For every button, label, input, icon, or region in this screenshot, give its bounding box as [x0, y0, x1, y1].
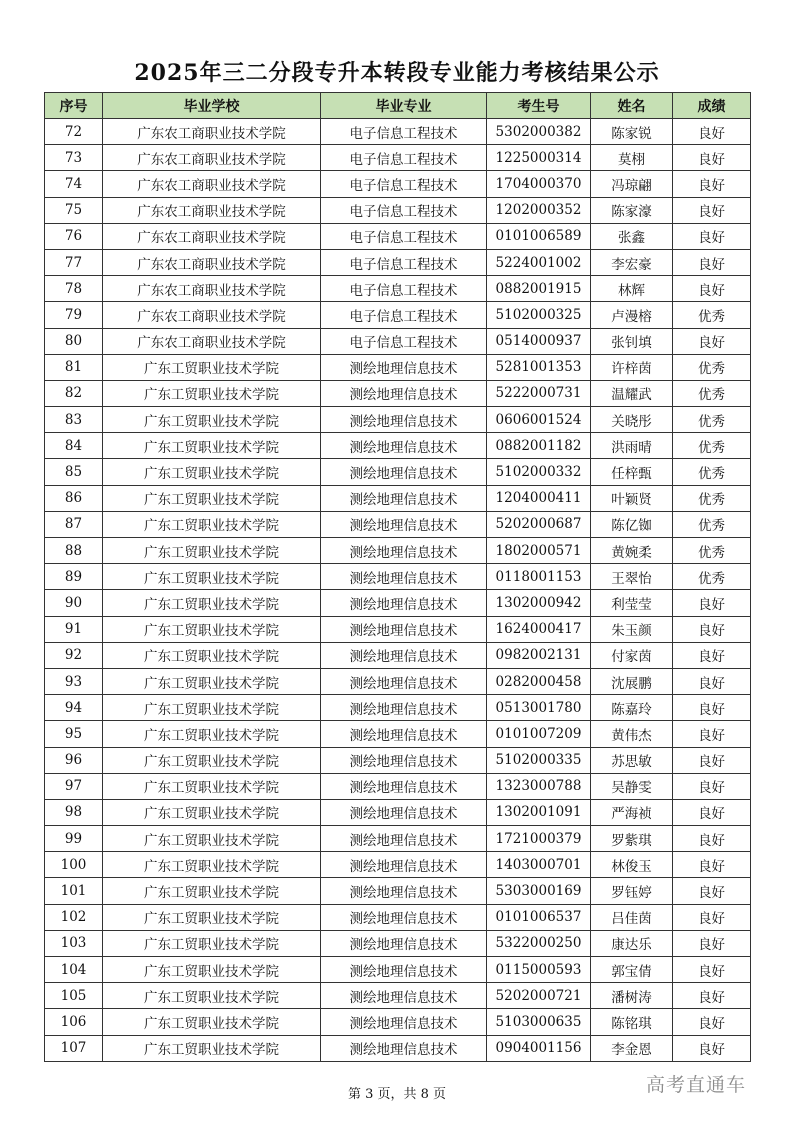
cell-name: 李金恩	[591, 1035, 673, 1061]
page-title: 2025年三二分段专升本转段专业能力考核结果公示	[134, 60, 660, 86]
cell-exam-no: 5322000250	[487, 930, 591, 956]
cell-name: 王翠怡	[591, 564, 673, 590]
cell-name: 黄婉柔	[591, 538, 673, 564]
cell-major: 测绘地理信息技术	[321, 983, 487, 1009]
cell-school: 广东工贸职业技术学院	[103, 668, 321, 694]
cell-major: 测绘地理信息技术	[321, 1035, 487, 1061]
cell-name: 付家茵	[591, 642, 673, 668]
cell-school: 广东农工商职业技术学院	[103, 171, 321, 197]
cell-major: 测绘地理信息技术	[321, 904, 487, 930]
cell-name: 利莹莹	[591, 590, 673, 616]
cell-major: 测绘地理信息技术	[321, 590, 487, 616]
cell-seq: 104	[45, 957, 103, 983]
table-row	[45, 223, 751, 249]
cell-major: 测绘地理信息技术	[321, 668, 487, 694]
cell-major: 测绘地理信息技术	[321, 1009, 487, 1035]
header-exam-no: 考生号	[487, 93, 591, 119]
cell-name: 冯琼翩	[591, 171, 673, 197]
header-grade: 成绩	[673, 93, 751, 119]
table-row	[45, 249, 751, 275]
cell-seq: 73	[45, 145, 103, 171]
cell-name: 沈展鹏	[591, 668, 673, 694]
cell-seq: 83	[45, 407, 103, 433]
table-row	[45, 433, 751, 459]
table-row	[45, 276, 751, 302]
cell-major: 测绘地理信息技术	[321, 354, 487, 380]
cell-exam-no: 0606001524	[487, 407, 591, 433]
table-row	[45, 904, 751, 930]
cell-school: 广东工贸职业技术学院	[103, 695, 321, 721]
cell-seq: 91	[45, 616, 103, 642]
cell-name: 陈亿铷	[591, 511, 673, 537]
cell-major: 测绘地理信息技术	[321, 459, 487, 485]
cell-grade: 良好	[673, 249, 751, 275]
table-row	[45, 407, 751, 433]
cell-school: 广东工贸职业技术学院	[103, 799, 321, 825]
cell-seq: 80	[45, 328, 103, 354]
cell-seq: 88	[45, 538, 103, 564]
cell-exam-no: 1704000370	[487, 171, 591, 197]
cell-exam-no: 0101006537	[487, 904, 591, 930]
cell-school: 广东工贸职业技术学院	[103, 485, 321, 511]
cell-seq: 75	[45, 197, 103, 223]
cell-seq: 89	[45, 564, 103, 590]
cell-major: 测绘地理信息技术	[321, 930, 487, 956]
cell-exam-no: 5102000335	[487, 747, 591, 773]
cell-school: 广东工贸职业技术学院	[103, 380, 321, 406]
cell-major: 测绘地理信息技术	[321, 511, 487, 537]
cell-seq: 99	[45, 826, 103, 852]
cell-exam-no: 1802000571	[487, 538, 591, 564]
cell-exam-no: 0115000593	[487, 957, 591, 983]
cell-major: 电子信息工程技术	[321, 223, 487, 249]
cell-exam-no: 5222000731	[487, 380, 591, 406]
cell-exam-no: 1225000314	[487, 145, 591, 171]
cell-name: 张鑫	[591, 223, 673, 249]
cell-exam-no: 0118001153	[487, 564, 591, 590]
cell-school: 广东工贸职业技术学院	[103, 616, 321, 642]
cell-school: 广东农工商职业技术学院	[103, 145, 321, 171]
cell-seq: 102	[45, 904, 103, 930]
table-row	[45, 459, 751, 485]
table-row	[45, 642, 751, 668]
cell-exam-no: 5302000382	[487, 119, 591, 145]
table-row	[45, 380, 751, 406]
cell-major: 电子信息工程技术	[321, 328, 487, 354]
cell-exam-no: 5281001353	[487, 354, 591, 380]
table-row	[45, 511, 751, 537]
table-row	[45, 119, 751, 145]
watermark: 高考直通车	[646, 1074, 747, 1096]
cell-major: 测绘地理信息技术	[321, 957, 487, 983]
cell-name: 关晓彤	[591, 407, 673, 433]
cell-name: 罗紫琪	[591, 826, 673, 852]
cell-seq: 82	[45, 380, 103, 406]
cell-major: 测绘地理信息技术	[321, 616, 487, 642]
cell-school: 广东工贸职业技术学院	[103, 747, 321, 773]
cell-grade: 良好	[673, 747, 751, 773]
cell-grade: 优秀	[673, 302, 751, 328]
cell-major: 测绘地理信息技术	[321, 642, 487, 668]
cell-major: 测绘地理信息技术	[321, 564, 487, 590]
cell-grade: 良好	[673, 616, 751, 642]
cell-school: 广东工贸职业技术学院	[103, 407, 321, 433]
cell-seq: 98	[45, 799, 103, 825]
table-row	[45, 354, 751, 380]
table-row	[45, 538, 751, 564]
cell-school: 广东工贸职业技术学院	[103, 878, 321, 904]
cell-school: 广东工贸职业技术学院	[103, 773, 321, 799]
cell-exam-no: 0514000937	[487, 328, 591, 354]
cell-seq: 106	[45, 1009, 103, 1035]
cell-school: 广东农工商职业技术学院	[103, 302, 321, 328]
cell-grade: 良好	[673, 171, 751, 197]
cell-school: 广东工贸职业技术学院	[103, 904, 321, 930]
cell-seq: 100	[45, 852, 103, 878]
cell-school: 广东农工商职业技术学院	[103, 249, 321, 275]
cell-seq: 76	[45, 223, 103, 249]
cell-school: 广东工贸职业技术学院	[103, 983, 321, 1009]
cell-grade: 良好	[673, 1035, 751, 1061]
cell-seq: 78	[45, 276, 103, 302]
header-major: 毕业专业	[321, 93, 487, 119]
table-row	[45, 328, 751, 354]
cell-name: 卢漫榕	[591, 302, 673, 328]
cell-school: 广东农工商职业技术学院	[103, 276, 321, 302]
cell-name: 叶颖贤	[591, 485, 673, 511]
cell-major: 测绘地理信息技术	[321, 747, 487, 773]
cell-grade: 优秀	[673, 564, 751, 590]
cell-seq: 97	[45, 773, 103, 799]
cell-exam-no: 1403000701	[487, 852, 591, 878]
table-row	[45, 1035, 751, 1061]
cell-seq: 95	[45, 721, 103, 747]
table-row	[45, 852, 751, 878]
cell-exam-no: 0982002131	[487, 642, 591, 668]
cell-school: 广东农工商职业技术学院	[103, 197, 321, 223]
cell-seq: 93	[45, 668, 103, 694]
cell-exam-no: 1323000788	[487, 773, 591, 799]
cell-school: 广东工贸职业技术学院	[103, 826, 321, 852]
cell-name: 黄伟杰	[591, 721, 673, 747]
cell-exam-no: 1721000379	[487, 826, 591, 852]
cell-school: 广东工贸职业技术学院	[103, 957, 321, 983]
cell-school: 广东工贸职业技术学院	[103, 511, 321, 537]
cell-major: 电子信息工程技术	[321, 119, 487, 145]
table-row	[45, 721, 751, 747]
cell-school: 广东工贸职业技术学院	[103, 459, 321, 485]
cell-grade: 良好	[673, 328, 751, 354]
cell-name: 李宏豪	[591, 249, 673, 275]
cell-grade: 良好	[673, 668, 751, 694]
cell-name: 温耀武	[591, 380, 673, 406]
cell-exam-no: 1624000417	[487, 616, 591, 642]
cell-grade: 优秀	[673, 511, 751, 537]
cell-exam-no: 1202000352	[487, 197, 591, 223]
cell-major: 测绘地理信息技术	[321, 721, 487, 747]
cell-school: 广东工贸职业技术学院	[103, 433, 321, 459]
cell-name: 张钊填	[591, 328, 673, 354]
table-row	[45, 145, 751, 171]
cell-exam-no: 5102000332	[487, 459, 591, 485]
cell-major: 电子信息工程技术	[321, 302, 487, 328]
header-school: 毕业学校	[103, 93, 321, 119]
cell-seq: 107	[45, 1035, 103, 1061]
cell-exam-no: 5224001002	[487, 249, 591, 275]
cell-name: 严海祯	[591, 799, 673, 825]
cell-major: 测绘地理信息技术	[321, 433, 487, 459]
table-row	[45, 1009, 751, 1035]
cell-school: 广东工贸职业技术学院	[103, 1009, 321, 1035]
cell-name: 陈铭琪	[591, 1009, 673, 1035]
cell-exam-no: 0882001182	[487, 433, 591, 459]
cell-seq: 86	[45, 485, 103, 511]
cell-grade: 优秀	[673, 538, 751, 564]
cell-grade: 良好	[673, 695, 751, 721]
table-row	[45, 590, 751, 616]
cell-grade: 优秀	[673, 380, 751, 406]
cell-school: 广东农工商职业技术学院	[103, 119, 321, 145]
header-name: 姓名	[591, 93, 673, 119]
cell-grade: 良好	[673, 642, 751, 668]
cell-exam-no: 0882001915	[487, 276, 591, 302]
table-header-row	[45, 93, 751, 119]
cell-name: 吴静雯	[591, 773, 673, 799]
cell-exam-no: 0101007209	[487, 721, 591, 747]
cell-exam-no: 5202000721	[487, 983, 591, 1009]
results-table	[44, 92, 751, 1062]
cell-seq: 77	[45, 249, 103, 275]
cell-exam-no: 1302001091	[487, 799, 591, 825]
table-row	[45, 564, 751, 590]
cell-seq: 79	[45, 302, 103, 328]
cell-school: 广东农工商职业技术学院	[103, 223, 321, 249]
cell-grade: 良好	[673, 930, 751, 956]
cell-major: 测绘地理信息技术	[321, 407, 487, 433]
cell-seq: 101	[45, 878, 103, 904]
cell-school: 广东工贸职业技术学院	[103, 642, 321, 668]
cell-major: 测绘地理信息技术	[321, 852, 487, 878]
cell-grade: 良好	[673, 878, 751, 904]
page-footer: 第 3 页，共 8 页	[347, 1087, 447, 1102]
cell-major: 测绘地理信息技术	[321, 695, 487, 721]
cell-school: 广东农工商职业技术学院	[103, 328, 321, 354]
cell-name: 任梓甄	[591, 459, 673, 485]
cell-grade: 良好	[673, 799, 751, 825]
table-row	[45, 747, 751, 773]
cell-grade: 良好	[673, 773, 751, 799]
cell-school: 广东工贸职业技术学院	[103, 354, 321, 380]
cell-seq: 74	[45, 171, 103, 197]
cell-name: 潘树涛	[591, 983, 673, 1009]
cell-seq: 87	[45, 511, 103, 537]
table-row	[45, 485, 751, 511]
cell-major: 电子信息工程技术	[321, 145, 487, 171]
cell-school: 广东工贸职业技术学院	[103, 538, 321, 564]
cell-seq: 84	[45, 433, 103, 459]
cell-major: 测绘地理信息技术	[321, 538, 487, 564]
cell-exam-no: 0282000458	[487, 668, 591, 694]
cell-name: 苏思敏	[591, 747, 673, 773]
table-row	[45, 957, 751, 983]
cell-grade: 良好	[673, 826, 751, 852]
cell-name: 陈家锐	[591, 119, 673, 145]
cell-name: 林俊玉	[591, 852, 673, 878]
table-body	[45, 119, 751, 1062]
table-row	[45, 799, 751, 825]
cell-exam-no: 0513001780	[487, 695, 591, 721]
cell-school: 广东工贸职业技术学院	[103, 564, 321, 590]
cell-major: 电子信息工程技术	[321, 276, 487, 302]
cell-exam-no: 5103000635	[487, 1009, 591, 1035]
cell-grade: 优秀	[673, 485, 751, 511]
cell-grade: 优秀	[673, 354, 751, 380]
cell-seq: 90	[45, 590, 103, 616]
cell-name: 陈嘉玲	[591, 695, 673, 721]
cell-grade: 良好	[673, 119, 751, 145]
cell-seq: 96	[45, 747, 103, 773]
cell-name: 吕佳茵	[591, 904, 673, 930]
table-row	[45, 616, 751, 642]
cell-grade: 良好	[673, 1009, 751, 1035]
cell-grade: 良好	[673, 590, 751, 616]
cell-name: 林辉	[591, 276, 673, 302]
cell-seq: 72	[45, 119, 103, 145]
cell-exam-no: 5303000169	[487, 878, 591, 904]
table-row	[45, 773, 751, 799]
cell-exam-no: 0904001156	[487, 1035, 591, 1061]
header-seq: 序号	[45, 93, 103, 119]
cell-seq: 105	[45, 983, 103, 1009]
cell-school: 广东工贸职业技术学院	[103, 852, 321, 878]
cell-school: 广东工贸职业技术学院	[103, 721, 321, 747]
cell-seq: 94	[45, 695, 103, 721]
cell-grade: 良好	[673, 983, 751, 1009]
cell-grade: 良好	[673, 852, 751, 878]
cell-name: 朱玉颜	[591, 616, 673, 642]
cell-major: 测绘地理信息技术	[321, 380, 487, 406]
cell-school: 广东工贸职业技术学院	[103, 1035, 321, 1061]
table-row	[45, 826, 751, 852]
cell-exam-no: 5202000687	[487, 511, 591, 537]
cell-major: 电子信息工程技术	[321, 197, 487, 223]
cell-school: 广东工贸职业技术学院	[103, 930, 321, 956]
cell-grade: 良好	[673, 197, 751, 223]
cell-major: 测绘地理信息技术	[321, 799, 487, 825]
cell-major: 测绘地理信息技术	[321, 878, 487, 904]
table-row	[45, 197, 751, 223]
cell-exam-no: 0101006589	[487, 223, 591, 249]
table-row	[45, 171, 751, 197]
cell-grade: 优秀	[673, 459, 751, 485]
cell-seq: 92	[45, 642, 103, 668]
cell-seq: 81	[45, 354, 103, 380]
cell-grade: 良好	[673, 957, 751, 983]
cell-exam-no: 1302000942	[487, 590, 591, 616]
cell-grade: 良好	[673, 223, 751, 249]
cell-name: 郭宝倩	[591, 957, 673, 983]
cell-exam-no: 1204000411	[487, 485, 591, 511]
cell-name: 许梓茵	[591, 354, 673, 380]
cell-grade: 良好	[673, 276, 751, 302]
cell-major: 测绘地理信息技术	[321, 485, 487, 511]
cell-exam-no: 5102000325	[487, 302, 591, 328]
table-row	[45, 302, 751, 328]
table-row	[45, 668, 751, 694]
table-row	[45, 878, 751, 904]
cell-name: 洪雨晴	[591, 433, 673, 459]
cell-name: 康达乐	[591, 930, 673, 956]
cell-seq: 103	[45, 930, 103, 956]
cell-grade: 良好	[673, 145, 751, 171]
table-row	[45, 695, 751, 721]
cell-major: 测绘地理信息技术	[321, 826, 487, 852]
cell-seq: 85	[45, 459, 103, 485]
cell-grade: 良好	[673, 904, 751, 930]
table-row	[45, 930, 751, 956]
cell-major: 电子信息工程技术	[321, 249, 487, 275]
cell-name: 陈家濠	[591, 197, 673, 223]
cell-name: 莫栩	[591, 145, 673, 171]
cell-major: 电子信息工程技术	[321, 171, 487, 197]
cell-grade: 优秀	[673, 407, 751, 433]
cell-grade: 优秀	[673, 433, 751, 459]
table-row	[45, 983, 751, 1009]
cell-major: 测绘地理信息技术	[321, 773, 487, 799]
cell-grade: 良好	[673, 721, 751, 747]
cell-name: 罗钰婷	[591, 878, 673, 904]
cell-school: 广东工贸职业技术学院	[103, 590, 321, 616]
